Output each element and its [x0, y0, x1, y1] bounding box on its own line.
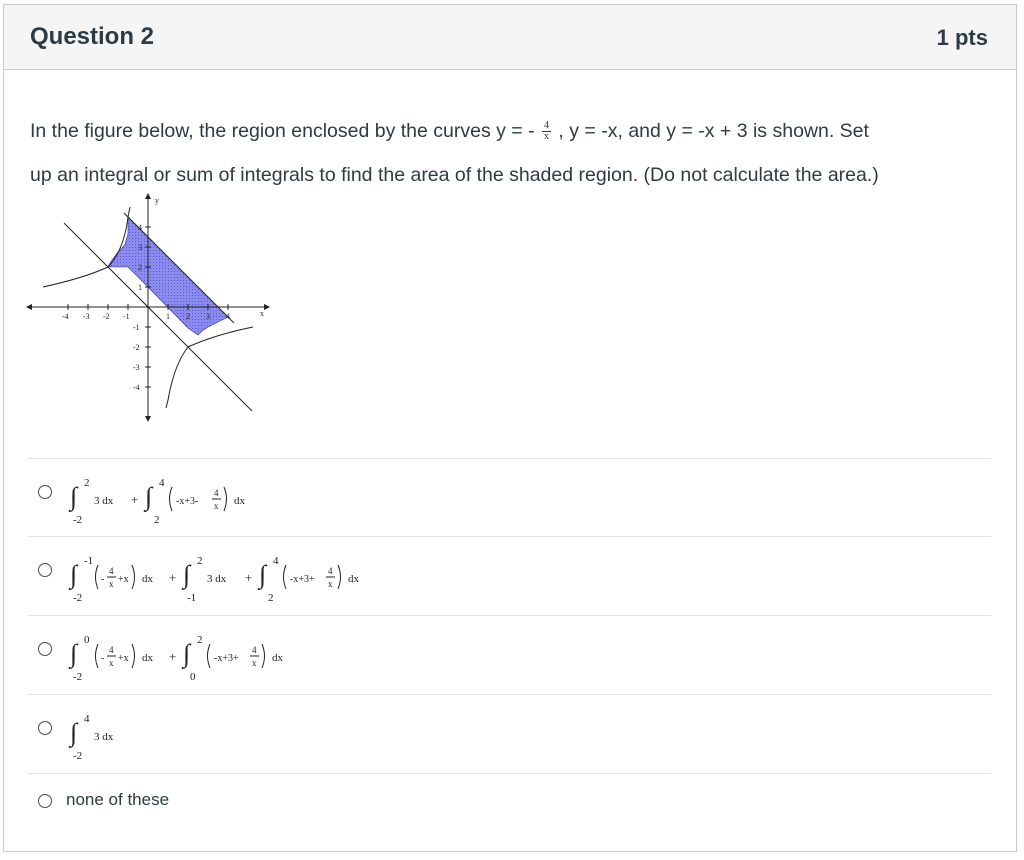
question-text-part1: In the figure below, the region enclosed by the curves y = - [30, 120, 541, 142]
frac-num: 4 [109, 645, 114, 655]
region-graph [24, 190, 274, 425]
lower-limit: -2 [73, 750, 83, 762]
y-axis-label: y [155, 196, 159, 205]
answer-1-formula [66, 467, 306, 527]
svg-text:∫: ∫ [259, 560, 267, 589]
x-tick-label: 2 [186, 312, 190, 321]
svg-text:∫: ∫ [70, 639, 78, 668]
frac-num: 4 [214, 488, 219, 498]
frac-num: 4 [252, 645, 257, 655]
y-tick-label: -1 [133, 323, 140, 332]
answer-option-2[interactable] [28, 536, 991, 616]
x-axis-label: x [260, 309, 264, 318]
y-tick-label: 4 [138, 223, 142, 232]
answer-option-1[interactable] [28, 458, 991, 537]
svg-text:∫: ∫ [70, 718, 78, 747]
lower-limit: -2 [73, 592, 83, 604]
upper-limit: 4 [159, 477, 165, 489]
integrand-expr: -x+3+ [290, 574, 315, 585]
lower-limit: 2 [268, 592, 274, 604]
upper-limit: -1 [84, 555, 94, 567]
upper-limit: 0 [84, 634, 90, 646]
integrand-expr: -x+3- [176, 496, 199, 507]
y-tick-label: 1 [138, 283, 142, 292]
svg-text:∫: ∫ [70, 560, 78, 589]
y-axis-arrow-down [145, 416, 151, 422]
question-title: Question 2 [30, 23, 155, 50]
plus-sign: + [245, 570, 253, 585]
question-text-part2: , y = -x, and y = -x + 3 is shown. Set [553, 120, 869, 142]
x-tick-label: 1 [166, 312, 170, 321]
svg-text:∫: ∫ [183, 560, 191, 589]
x-tick-label: -3 [83, 312, 90, 321]
frac-den: x [328, 579, 333, 589]
frac-den: x [214, 501, 219, 511]
y-axis-arrow-up [145, 193, 151, 199]
dx: dx [142, 652, 153, 664]
answer-3-formula [66, 624, 366, 686]
fraction-denominator: x [544, 131, 550, 143]
integrand: 3 dx [94, 495, 114, 507]
integrand-expr: -x+3+ [214, 653, 239, 664]
upper-limit: 2 [197, 634, 203, 646]
curve-neg-4-over-x-right [166, 327, 253, 408]
x-tick-label: -1 [123, 312, 130, 321]
plus-sign: + [169, 649, 177, 664]
question-text-line2: up an integral or sum of integrals to find the area of the shaded region. (Do not calculate the area.) [30, 164, 879, 186]
lower-limit: 2 [154, 514, 160, 526]
lower-limit: 0 [190, 671, 196, 683]
frac-den: x [252, 658, 257, 668]
curve-neg-4-over-x-left [43, 207, 130, 287]
answer-option-3[interactable] [28, 615, 991, 695]
x-tick-label: 3 [206, 312, 210, 321]
y-tick-label: -4 [133, 383, 140, 392]
answer-4-formula [66, 703, 186, 765]
lower-limit: -1 [187, 592, 197, 604]
plus-x: +x [118, 653, 129, 664]
fraction-numerator: 4 [544, 120, 550, 132]
dx: dx [348, 573, 359, 585]
dx: dx [142, 573, 153, 585]
frac-num: 4 [328, 566, 333, 576]
svg-text:∫: ∫ [183, 639, 191, 668]
dx: dx [272, 652, 283, 664]
plus-x: +x [118, 574, 129, 585]
answer-option-5[interactable] [28, 773, 991, 834]
radio-button[interactable] [38, 642, 52, 656]
radio-button[interactable] [38, 721, 52, 735]
plus-sign: + [169, 570, 177, 585]
question-header [4, 5, 1016, 70]
inline-fraction [542, 121, 551, 142]
dx: dx [234, 495, 245, 507]
radio-button[interactable] [38, 485, 52, 499]
minus: - [101, 653, 105, 664]
y-tick-label: -3 [133, 363, 140, 372]
integrand: 3 dx [207, 573, 227, 585]
plus-sign: + [131, 492, 139, 507]
question-card [3, 4, 1017, 852]
x-tick-label: -2 [103, 312, 110, 321]
x-tick-label: -4 [62, 312, 69, 321]
radio-button[interactable] [38, 563, 52, 577]
upper-limit: 4 [273, 555, 279, 567]
upper-limit: 2 [197, 555, 203, 567]
y-tick-label: 3 [138, 243, 142, 252]
upper-limit: 4 [84, 713, 90, 725]
question-points: 1 pts [936, 25, 988, 50]
minus: - [101, 574, 105, 585]
frac-den: x [109, 658, 114, 668]
frac-num: 4 [109, 566, 114, 576]
radio-button[interactable] [38, 794, 52, 808]
lower-limit: -2 [73, 671, 83, 683]
question-text [30, 109, 990, 197]
y-tick-label: -2 [133, 343, 140, 352]
answer-option-4[interactable] [28, 694, 991, 774]
x-tick-label: 4 [226, 312, 230, 321]
answer-2-formula [66, 545, 446, 607]
lower-limit: -2 [73, 514, 83, 526]
svg-text:∫: ∫ [145, 482, 153, 511]
upper-limit: 2 [84, 477, 90, 489]
y-tick-label: 2 [138, 263, 142, 272]
integrand: 3 dx [94, 731, 114, 743]
x-axis-arrow-left [26, 304, 32, 310]
svg-text:∫: ∫ [70, 482, 78, 511]
frac-den: x [109, 579, 114, 589]
answer-label: none of these [66, 790, 170, 809]
x-axis-arrow-right [264, 304, 270, 310]
